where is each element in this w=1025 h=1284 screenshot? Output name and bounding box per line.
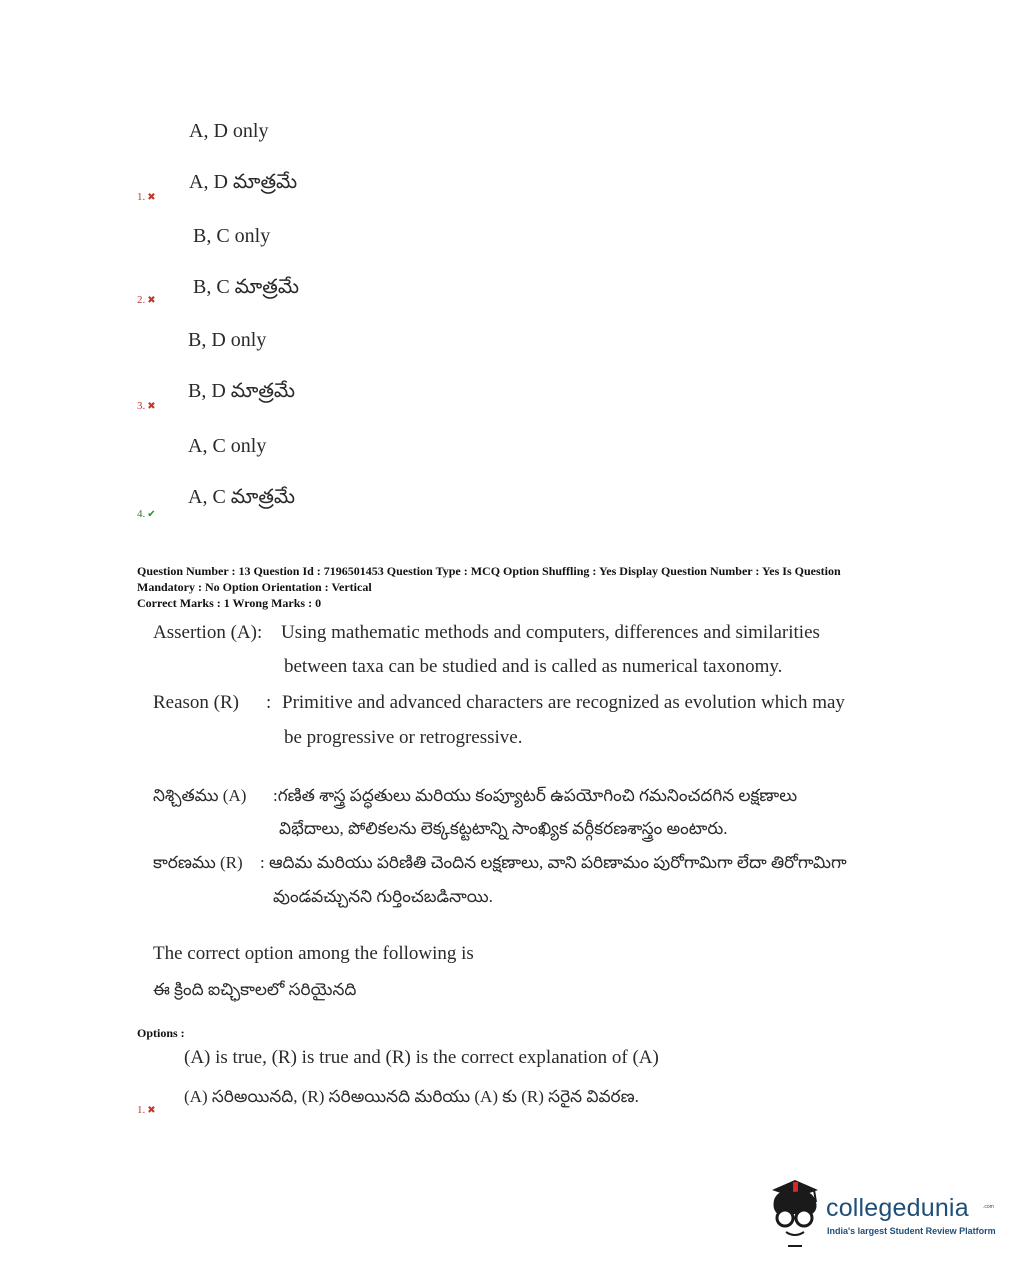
reason-line-1: Primitive and advanced characters are recognized as evolution which may [282, 692, 845, 713]
option-1-en: (A) is true, (R) is true and (R) is the correct explanation of (A) [184, 1047, 659, 1068]
prev-option-1-en: A, D only [189, 120, 269, 142]
option-number: 2. [137, 294, 146, 306]
te-assertion-line-2: విభేదాలు, పోలికలను లెక్కకట్టటాన్ని సాంఖ్యిక వర్గీకరణశాస్త్రం అంటారు. [279, 819, 728, 838]
mascot-icon [764, 1176, 826, 1248]
te-assertion-line-1: :గణిత శాస్త్ర పద్ధతులు మరియు కంప్యూటర్ ఉపయోగించి గమనించదగిన లక్షణాలు [273, 786, 798, 805]
prev-option-4-number [137, 508, 156, 520]
option-1-te: (A) సరిఅయినది, (R) సరిఅయినది మరియు (A) కు (R) సరైన వివరణ. [184, 1087, 639, 1106]
prev-option-2-number [137, 294, 156, 306]
te-assertion-label: నిశ్చితము (A) [153, 786, 247, 805]
logo-tagline: India's largest Student Review Platform [827, 1226, 996, 1236]
question-meta [137, 563, 841, 611]
prev-option-1-te: A, D మాత్రమే [189, 171, 298, 193]
option-number: 1. [137, 1104, 146, 1116]
prev-option-1-number [137, 191, 156, 203]
prev-option-3-en: B, D only [188, 329, 267, 351]
prompt-en: The correct option among the following is [153, 943, 474, 964]
reason-colon: : [266, 692, 272, 713]
te-reason-line-1: : ఆదిమ మరియు పరిణితి చెందిన లక్షణాలు, వాని పరిణామం పురోగామిగా లేదా తిరోగామిగా [260, 853, 847, 872]
prev-option-3-number [137, 400, 156, 412]
collegedunia-logo [764, 1176, 996, 1248]
prev-option-4-en: A, C only [188, 435, 267, 457]
option-number: 3. [137, 400, 146, 412]
assertion-line-2: between taxa can be studied and is called as numerical taxonomy. [284, 656, 783, 677]
check-icon: ✔ [147, 509, 156, 520]
option-number: 1. [137, 191, 146, 203]
te-reason-label: కారణము (R) [153, 853, 243, 872]
te-reason-line-2: వుండవచ్చునని గుర్తించబడినాయి. [273, 887, 493, 906]
assertion-line-1: Using mathematic methods and computers, differences and similarities [281, 622, 820, 643]
prompt-te: ఈ క్రింది ఐచ్ఛికాలలో సరియైనది [153, 980, 357, 999]
reason-line-2: be progressive or retrogressive. [284, 727, 523, 748]
cross-icon: ✖ [147, 401, 156, 412]
prev-option-2-en: B, C only [193, 225, 271, 247]
question-meta-line-2: Mandatory : No Option Orientation : Vertical [137, 580, 372, 594]
reason-label: Reason (R) [153, 692, 240, 713]
prev-option-2-te: B, C మాత్రమే [193, 276, 299, 298]
question-meta-line-1: Question Number : 13 Question Id : 7196501453 Question Type : MCQ Option Shuffling : Yes Display Question Number : Yes Is Question [137, 564, 841, 578]
cross-icon: ✖ [147, 192, 156, 203]
question-marks: Correct Marks : 1 Wrong Marks : 0 [137, 596, 322, 610]
option-number: 4. [137, 508, 146, 520]
logo-domain: .com [983, 1204, 994, 1210]
prev-option-4-te: A, C మాత్రమే [188, 486, 296, 508]
prev-option-3-te: B, D మాత్రమే [188, 380, 296, 402]
logo-name: collegedunia [826, 1194, 969, 1222]
assertion-label: Assertion (A): [153, 622, 263, 643]
cross-icon: ✖ [147, 295, 156, 306]
cross-icon: ✖ [147, 1105, 156, 1116]
option-1-number [137, 1104, 156, 1116]
options-label: Options : [137, 1026, 185, 1040]
